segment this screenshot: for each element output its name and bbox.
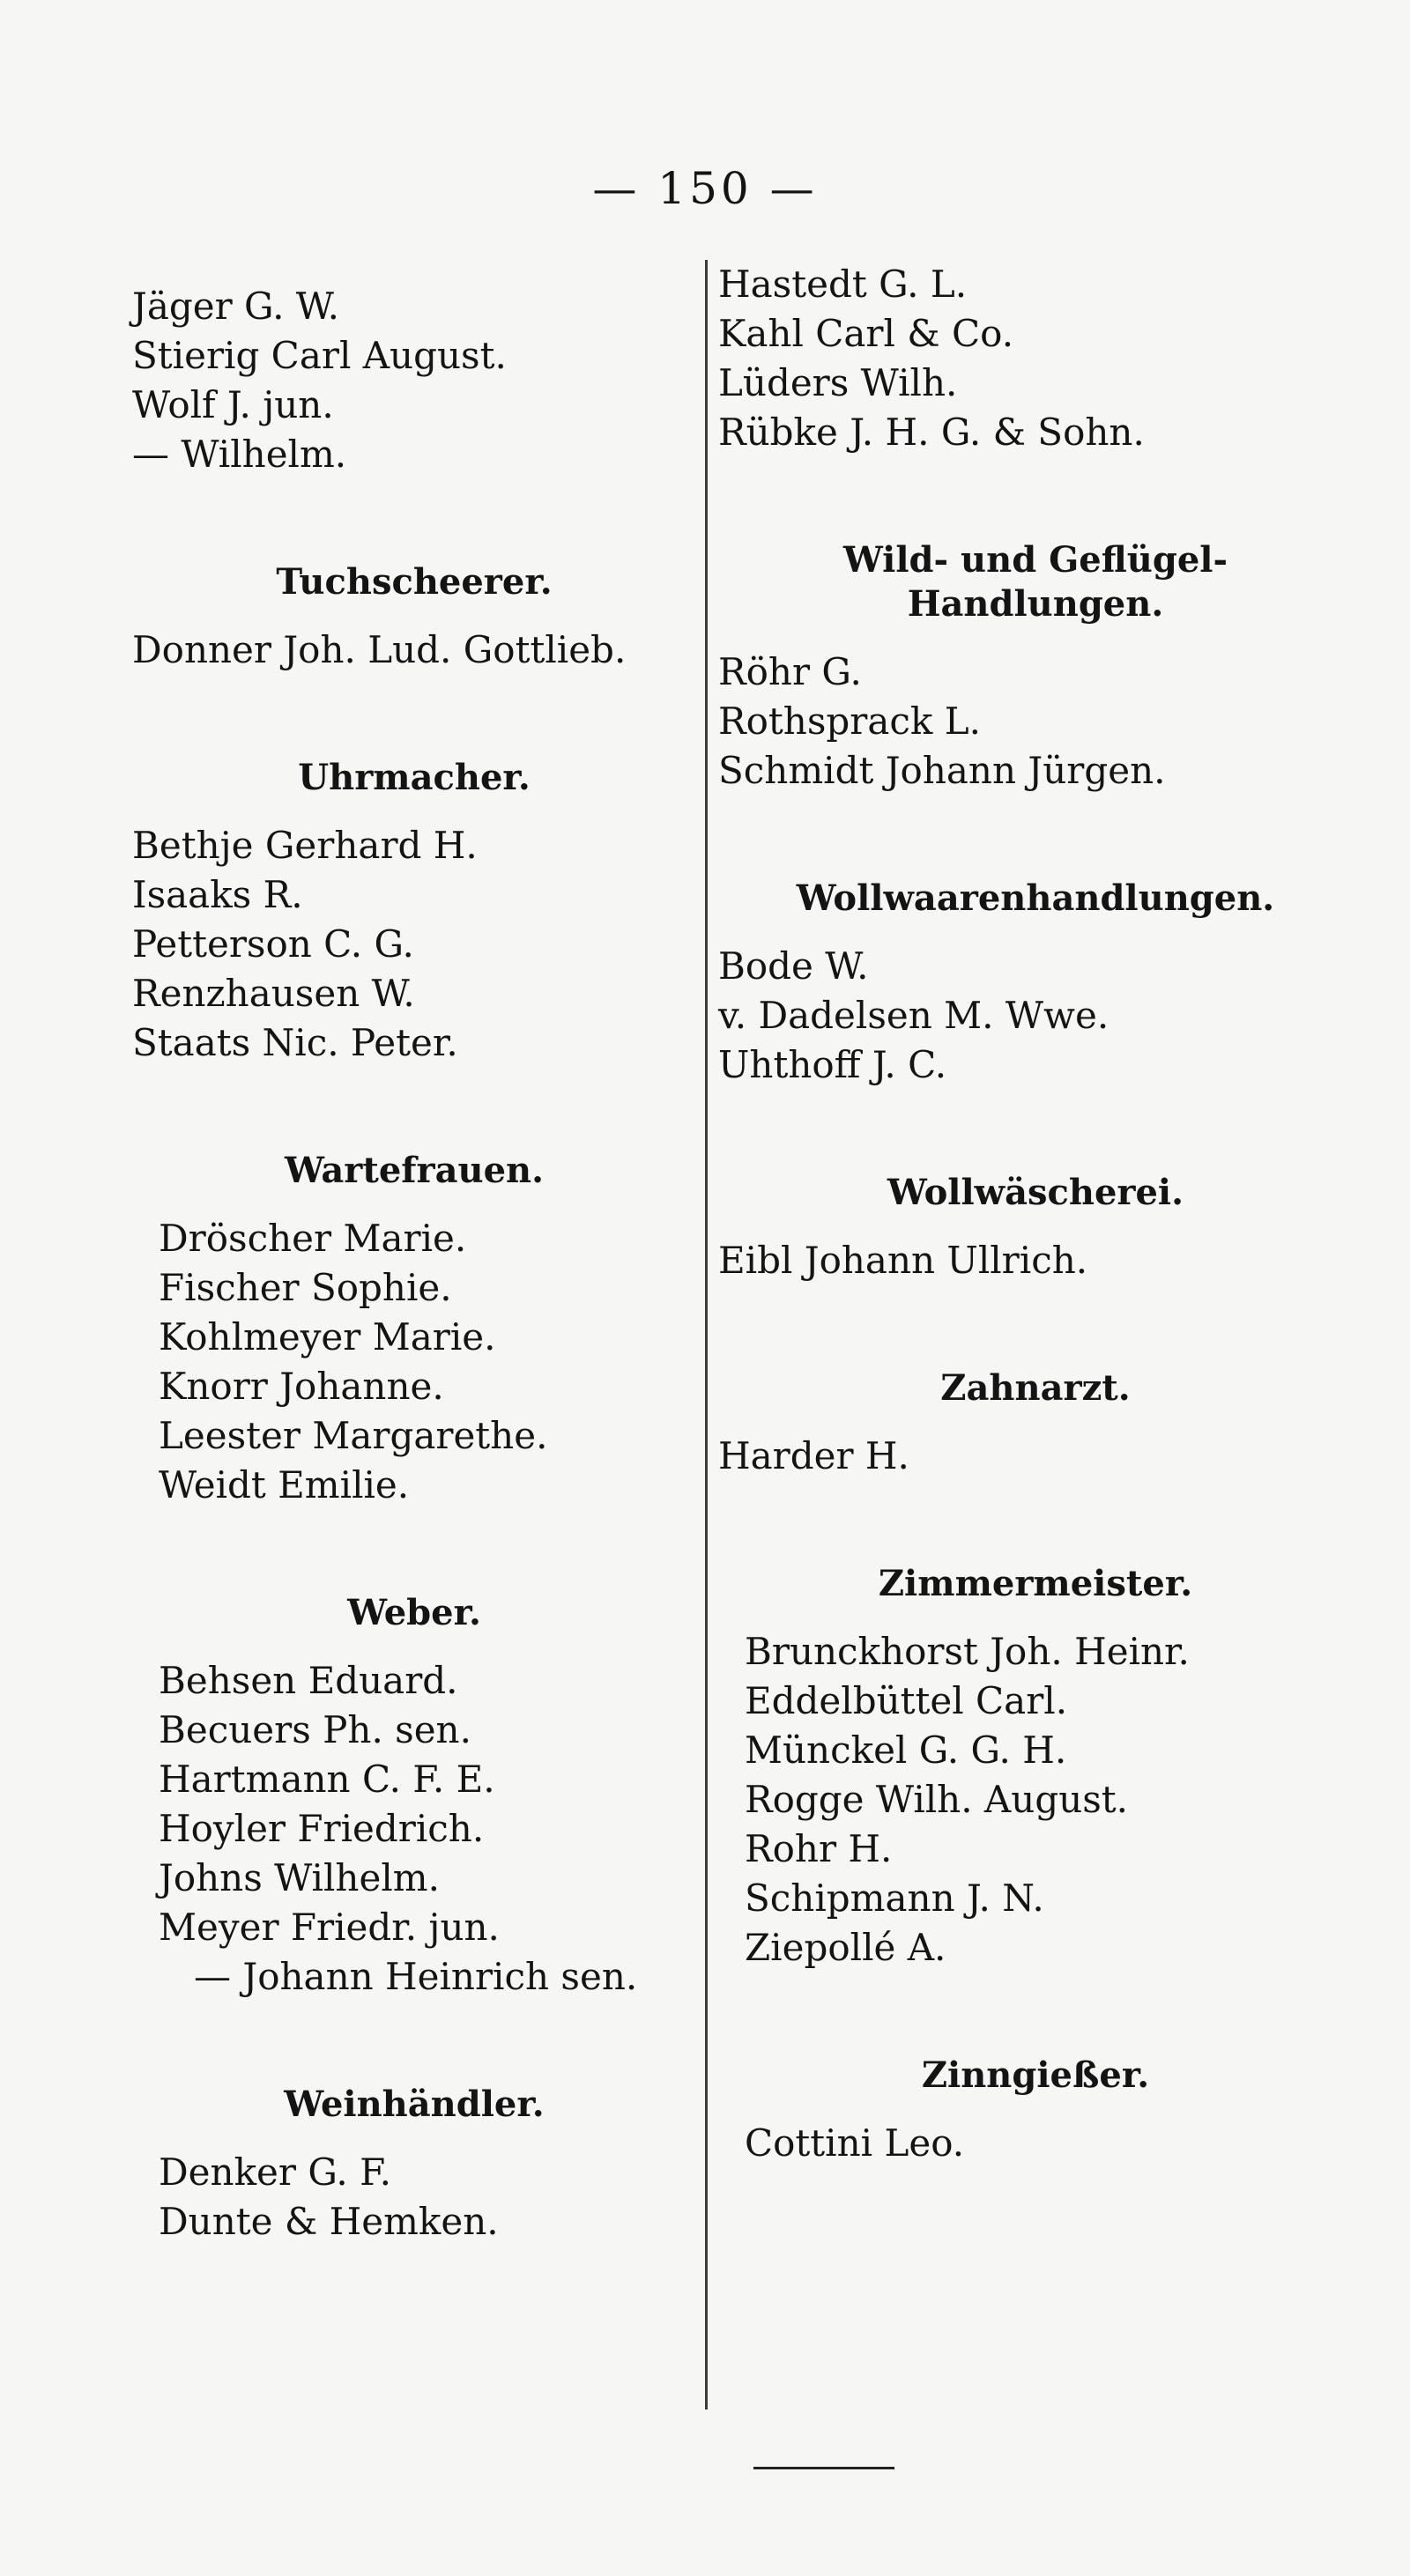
column-divider [705, 260, 708, 2409]
list-entry: Rothsprack L. [718, 700, 981, 743]
list-entry: Knorr Johanne. [159, 1365, 444, 1408]
section-tuchscheerer [132, 560, 696, 675]
section-heading: Wartefrauen. [284, 1150, 545, 1191]
list-entry: v. Dadelsen M. Wwe. [718, 994, 1109, 1037]
bottom-rule [753, 2467, 894, 2469]
list-entry: — Johann Heinrich sen. [194, 1955, 638, 1998]
list-entry: Fischer Sophie. [159, 1266, 452, 1309]
section-heading: Weinhändler. [284, 2084, 545, 2125]
section-wartefrauen [132, 1149, 696, 1510]
section-heading: Wollwäscherei. [887, 1172, 1184, 1213]
list-entry: Leester Margarethe. [159, 1414, 548, 1457]
list-entry: Rohr H. [745, 1827, 893, 1870]
list-entry: Petterson C. G. [132, 922, 414, 966]
section-wollwaescherei [718, 1171, 1353, 1285]
list-entry: Harder H. [718, 1434, 909, 1477]
section-heading: Wild- und Geflügel-Handlungen. [842, 539, 1228, 625]
left-intro-list [132, 282, 696, 479]
list-entry: Staats Nic. Peter. [132, 1021, 458, 1064]
list-entry: Behsen Eduard. [159, 1659, 458, 1702]
list-entry: Donner Joh. Lud. Gottlieb. [132, 628, 627, 671]
list-entry: Jäger G. W. [132, 285, 339, 328]
list-entry: Schmidt Johann Jürgen. [718, 749, 1166, 792]
list-entry: Kahl Carl & Co. [718, 312, 1014, 355]
list-entry: Brunckhorst Joh. Heinr. [745, 1630, 1190, 1673]
list-entry: Schipmann J. N. [745, 1876, 1044, 1920]
list-entry: Hoyler Friedrich. [159, 1807, 485, 1850]
list-entry: Eddelbüttel Carl. [745, 1679, 1068, 1722]
section-uhrmacher [132, 756, 696, 1068]
page-number: — 150 — [592, 163, 818, 214]
list-entry: Lüders Wilh. [718, 361, 958, 404]
list-entry: Röhr G. [718, 650, 862, 693]
list-entry: Denker G. F. [159, 2150, 392, 2194]
right-column [718, 260, 1353, 2249]
section-heading: Zinngießer. [921, 2054, 1150, 2096]
list-entry: Eibl Johann Ullrich. [718, 1239, 1088, 1282]
section-heading: Weber. [347, 1592, 481, 1633]
list-entry: Stierig Carl August. [132, 334, 507, 377]
list-entry: Hartmann C. F. E. [159, 1758, 495, 1801]
list-entry: Cottini Leo. [745, 2121, 965, 2165]
list-entry: Rogge Wilh. August. [745, 1778, 1129, 1821]
section-weber [132, 1591, 696, 2002]
list-entry: Münckel G. G. H. [745, 1728, 1067, 1772]
list-entry: Kohlmeyer Marie. [159, 1315, 496, 1358]
section-heading: Tuchscheerer. [276, 561, 553, 603]
list-entry: Johns Wilhelm. [159, 1856, 440, 1899]
list-entry: Dröscher Marie. [159, 1217, 467, 1260]
list-entry: Ziepollé A. [745, 1926, 946, 1969]
list-entry: Bode W. [718, 944, 869, 988]
list-entry: Hastedt G. L. [718, 263, 968, 306]
list-entry: Wolf J. jun. [132, 383, 334, 426]
section-heading: Zahnarzt. [940, 1367, 1131, 1409]
list-entry: — Wilhelm. [132, 433, 347, 476]
list-entry: Bethje Gerhard H. [132, 824, 478, 867]
section-wollwaarenhandlungen [718, 877, 1353, 1090]
section-heading: Wollwaarenhandlungen. [796, 877, 1275, 919]
section-weinhaendler [132, 2083, 696, 2247]
section-zahnarzt [718, 1366, 1353, 1481]
left-column [132, 282, 696, 2328]
section-wild-und-gefluegel [718, 538, 1353, 796]
section-heading: Zimmermeister. [878, 1563, 1193, 1604]
list-entry: Weidt Emilie. [159, 1463, 410, 1506]
list-entry: Rübke J. H. G. & Sohn. [718, 411, 1145, 454]
list-entry: Meyer Friedr. jun. [159, 1906, 500, 1949]
list-entry: Isaaks R. [132, 873, 303, 916]
section-heading: Uhrmacher. [298, 757, 531, 798]
list-entry: Uhthoff J. C. [718, 1043, 947, 1086]
list-entry: Renzhausen W. [132, 972, 415, 1015]
section-zimmermeister [718, 1562, 1353, 1973]
list-entry: Dunte & Hemken. [159, 2200, 499, 2243]
list-entry: Becuers Ph. sen. [159, 1708, 471, 1751]
section-zinngiesser [718, 2054, 1353, 2168]
right-intro-list [718, 260, 1353, 457]
